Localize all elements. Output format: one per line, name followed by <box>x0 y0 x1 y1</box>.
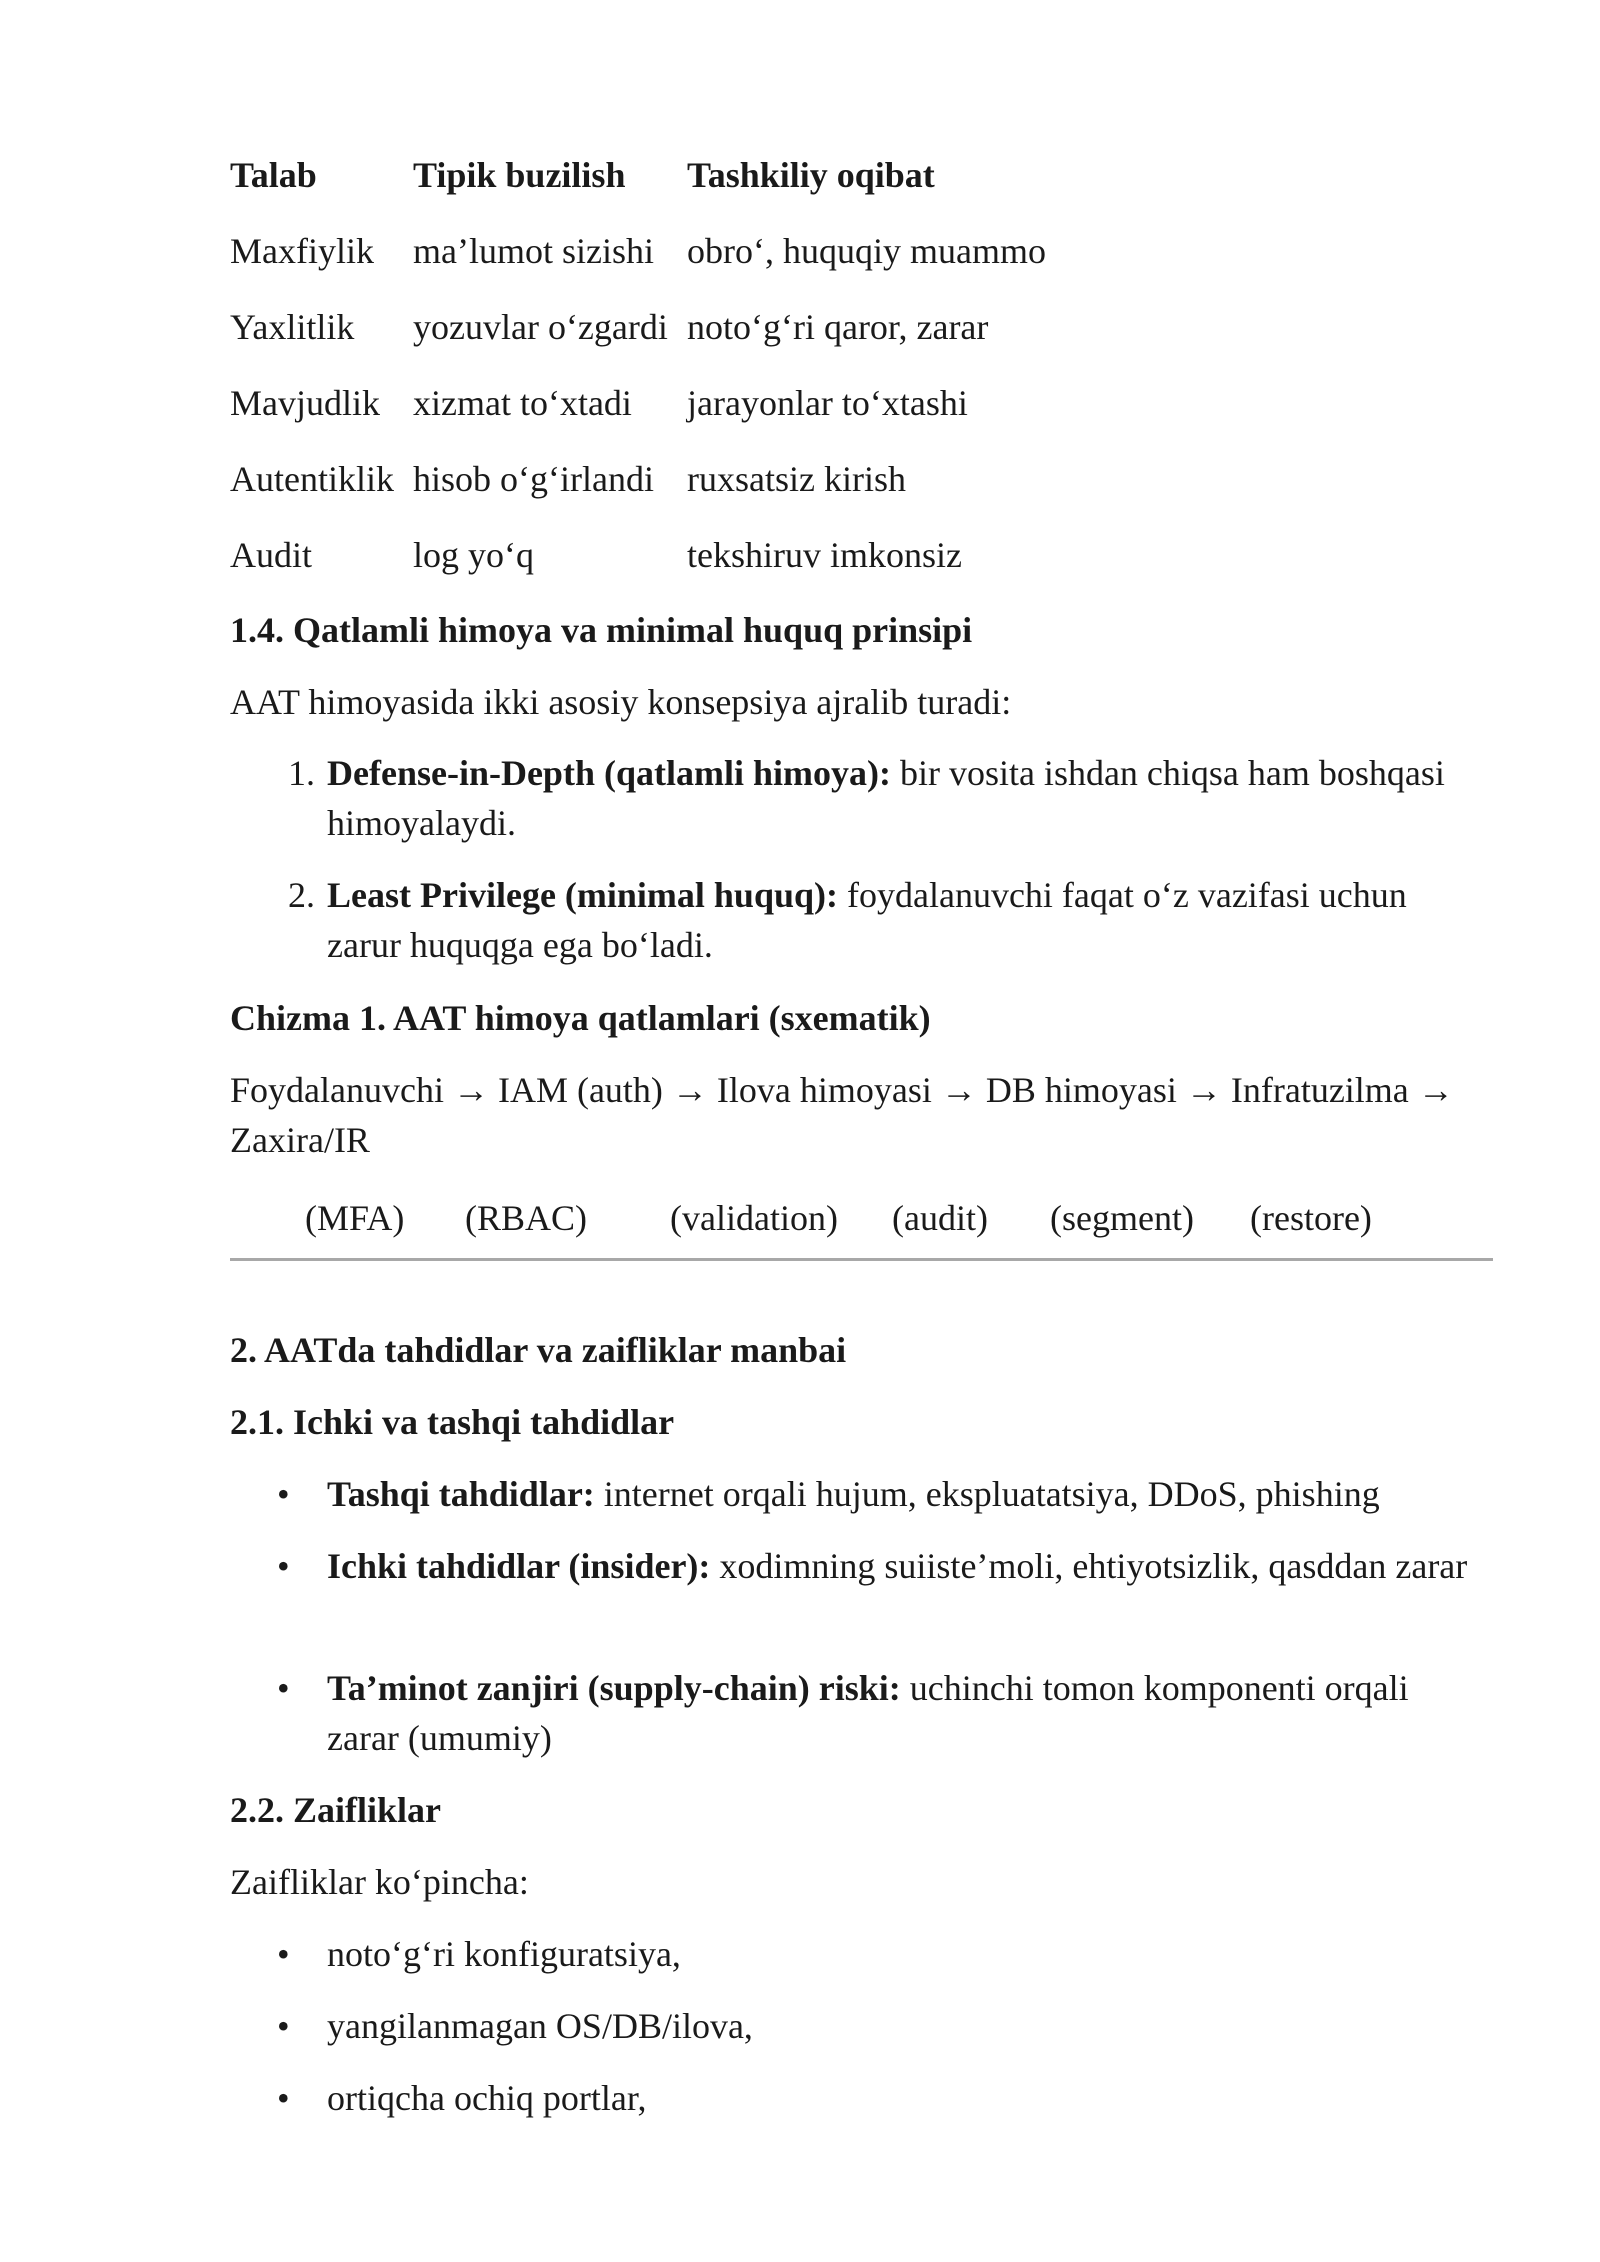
term-least-privilege: Least Privilege (minimal huquq): <box>327 875 838 915</box>
bullet: • <box>277 2006 290 2046</box>
item-text: yangilanmagan OS/DB/ilova, <box>327 2006 753 2046</box>
table-cell: log yo‘q <box>413 535 534 575</box>
sublabel-segment: (segment) <box>1050 1198 1194 1238</box>
table-cell: Maxfiylik <box>230 231 374 271</box>
sublabel-audit: (audit) <box>892 1198 988 1238</box>
term-supply-chain: Ta’minot zanjiri (supply-chain) riski: <box>327 1668 901 1708</box>
section-heading-2-2: 2.2. Zaifliklar <box>230 1790 442 1830</box>
list-item-defense-in-depth <box>288 748 1487 849</box>
bullet: • <box>277 1474 290 1514</box>
list-item <box>277 2073 1487 2123</box>
figure-1-title: Chizma 1. AAT himoya qatlamlari (sxematik) <box>230 998 931 1038</box>
table-cell: yozuvlar o‘zgardi <box>413 307 668 347</box>
bullet: • <box>277 1934 290 1974</box>
term-defense-in-depth: Defense-in-Depth (qatlamli himoya): <box>327 753 891 793</box>
table-cell: tekshiruv imkonsiz <box>687 535 962 575</box>
item-text: xodimning suiiste’moli, ehtiyotsizlik, qasddan zarar <box>710 1546 1468 1586</box>
sublabel-mfa: (MFA) <box>305 1198 405 1238</box>
list-number: 1. <box>288 753 315 793</box>
layer-sublabels <box>230 1193 1500 1245</box>
item-text: noto‘g‘ri konfiguratsiya, <box>327 1934 681 1974</box>
protection-layers-flow: Foydalanuvchi → IAM (auth) → Ilova himoyasi → DB himoyasi → Infratuzilma → Zaxira/IR <box>230 1070 1454 1161</box>
section-heading-2: 2. AATda tahdidlar va zaifliklar manbai <box>230 1330 847 1370</box>
definition-text: foydalanuvchi faqat o‘z vazifasi uchun zarur huquqga ega bo‘ladi. <box>327 875 1407 966</box>
list-item-external-threats <box>277 1469 1487 1519</box>
list-number: 2. <box>288 875 315 915</box>
section-2-2-intro: Zaifliklar ko‘pincha: <box>230 1862 529 1902</box>
table-cell: xizmat to‘xtadi <box>413 383 632 423</box>
table-cell: Audit <box>230 535 313 575</box>
requirements-table <box>230 150 1500 575</box>
horizontal-rule <box>230 1258 1493 1261</box>
item-text: ortiqcha ochiq portlar, <box>327 2078 647 2118</box>
table-cell: ruxsatsiz kirish <box>687 459 906 499</box>
table-cell: ma’lumot sizishi <box>413 231 654 271</box>
term-internal-threats: Ichki tahdidlar (insider): <box>327 1546 711 1586</box>
term-external-threats: Tashqi tahdidlar: <box>327 1474 595 1514</box>
table-cell: Autentiklik <box>230 459 394 499</box>
table-header-talab: Talab <box>230 155 317 195</box>
definition-text: bir vosita ishdan chiqsa ham boshqasi himoyalaydi. <box>327 753 1445 844</box>
section-heading-2-1: 2.1. Ichki va tashqi tahdidlar <box>230 1402 675 1442</box>
table-cell: noto‘g‘ri qaror, zarar <box>687 307 989 347</box>
table-cell: obro‘, huquqiy muammo <box>687 231 1046 271</box>
bullet: • <box>277 1668 290 1708</box>
list-item-least-privilege <box>288 870 1487 971</box>
sublabel-restore: (restore) <box>1250 1198 1372 1238</box>
section-heading-1-4: 1.4. Qatlamli himoya va minimal huquq prinsipi <box>230 610 973 650</box>
bullet: • <box>277 2078 290 2118</box>
sublabel-validation: (validation) <box>670 1198 838 1238</box>
list-item-supply-chain <box>277 1663 1487 1764</box>
section-1-4-intro: AAT himoyasida ikki asosiy konsepsiya ajralib turadi: <box>230 682 1012 722</box>
list-item <box>277 1929 1487 1979</box>
list-item <box>277 2001 1487 2051</box>
table-header-tashkiliy-oqibat: Tashkiliy oqibat <box>687 155 935 195</box>
document-page <box>230 150 1500 2118</box>
bullet: • <box>277 1546 290 1586</box>
list-item-internal-threats <box>277 1541 1487 1591</box>
sublabel-rbac: (RBAC) <box>465 1198 588 1238</box>
item-text: uchinchi tomon komponenti orqali zarar (umumiy) <box>327 1668 1409 1759</box>
table-cell: Mavjudlik <box>230 383 380 423</box>
table-cell: Yaxlitlik <box>230 307 355 347</box>
table-cell: jarayonlar to‘xtashi <box>687 383 968 423</box>
item-text: internet orqali hujum, ekspluatatsiya, DDoS, phishing <box>594 1474 1380 1514</box>
table-cell: hisob o‘g‘irlandi <box>413 459 654 499</box>
table-header-tipik-buzilish: Tipik buzilish <box>413 155 626 195</box>
